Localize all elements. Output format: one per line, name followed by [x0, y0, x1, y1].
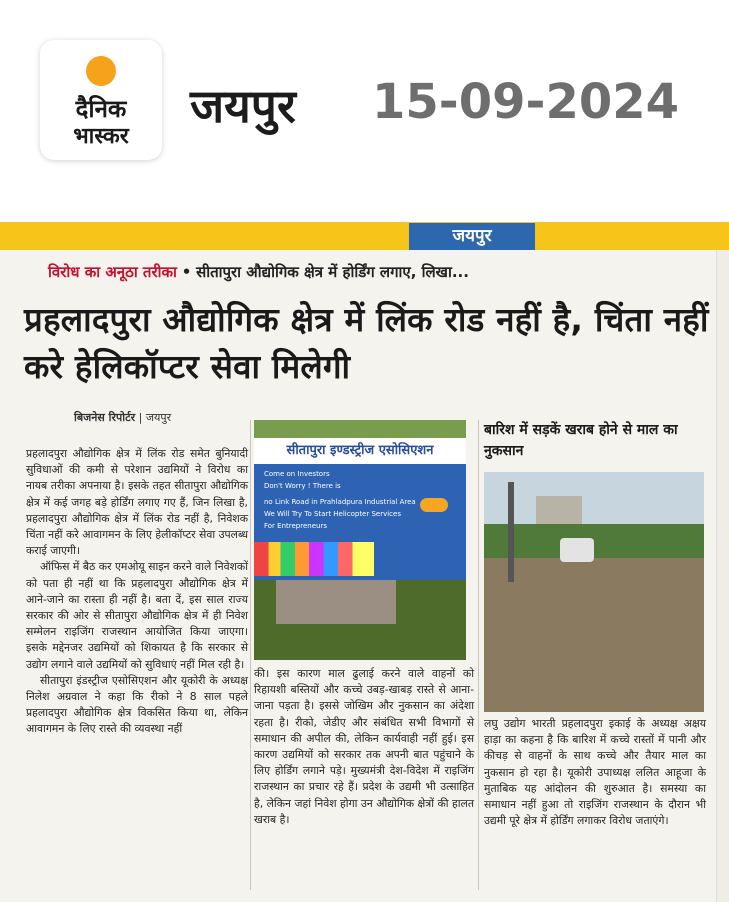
paragraph: की। इस कारण माल ढुलाई करने वाले वाहनों को रिहायशी बस्तियों और कच्चे उबड़-खाबड़ रास्ते से आना-जाना पड़ता है। इससे जोखिम और नुकसान का अंदेशा रहता है। रीको, जेडीए और संबंधित सभी विभागों से समाधान की अपील की, लेकिन कार्यवाही नहीं हुई। इस कारण उद्यमियों को सरकार तक अपनी बात पहुंचाने के लिए होर्डिंग लगाने पड़े। मुख्यमंत्री देश-विदेश में राइजिंग राजस्थान का प्रचार रहे हैं। प्रदेश के उद्यमी भी उत्साहित है, लेकिन जहां निवेश होगा उन औद्योगिक क्षेत्रों की हालत खराब है। — [254, 667, 474, 826]
hoarding-board — [254, 438, 466, 580]
kicker-text: सीतापुरा औद्योगिक क्षेत्र में होर्डिंग लगाए, लिखा... — [196, 263, 469, 281]
hoarding-text: Don't Worry ! There is — [264, 482, 341, 490]
hoarding-text: For Entrepreneurs — [264, 522, 327, 530]
pole — [508, 482, 514, 582]
helicopter-icon — [420, 498, 448, 512]
section-band — [0, 222, 729, 250]
paragraph: प्रहलादपुरा औद्योगिक क्षेत्र में लिंक रोड समेत बुनियादी सुविधाओं की कमी से परेशान उद्यमियों ने विरोध का नायब तरीका अपनाया है। इसके तहत सीतापुरा औद्योगिक क्षेत्र में कई जगह बड़े होर्डिंग लगाए गए हैं, जिन लिखा है, प्रहलादपुरा औद्योगिक क्षेत्र में लिंक रोड नहीं है, निवेशक चिंता नहीं करे आवागमन के लिए हेलीकॉप्टर सेवा उपलब्ध कराई जाएगी। — [26, 447, 248, 558]
paragraph: ऑफिस में बैठ कर एमओयू साइन करने वाले निवेशकों को पता ही नहीं था कि प्रहलादपुरा औद्योगिक क्षेत्र में आने-जाने का रास्ता ही नहीं है। बता दें, इस साल राज्य सरकार की ओर से सीतापुरा औद्योगिक क्षेत्र में ही निवेश सम्मेलन राइजिंग राजस्थान आयोजित किया जाएगा। इसके मद्देनजर उद्यमियों को शिकायत है कि सरकार से उद्योग लगाने वाले उद्यमियों को सुविधाएं नहीं मिल रही है। — [26, 560, 248, 671]
edition-city: जयपुर — [190, 79, 296, 133]
column-divider — [250, 420, 251, 890]
byline — [74, 410, 171, 425]
car — [560, 538, 594, 562]
headline: प्रहलादपुरा औद्योगिक क्षेत्र में लिंक रोड नहीं है, चिंता नहीं करे हेलिकॉप्टर सेवा मिलेगी — [24, 300, 709, 386]
hoarding-title: सीतापुरा इण्डस्ट्रीज एसोसिएशन — [254, 438, 466, 464]
byline-place: जयपुर — [145, 411, 172, 424]
muddy-water — [484, 558, 704, 712]
byline-author: बिजनेस रिपोर्टर — [74, 411, 136, 424]
kicker-line — [48, 262, 469, 282]
paragraph: सीतापुरा इंडस्ट्रीज एसोसिएशन और यूकोरी के अध्यक्ष निलेश अग्रवाल ने कहा कि रीको ने 8 साल पहले प्रहलादपुरा औद्योगिक क्षेत्र विकसित किया था, लेकिन आवागमन के लिए रास्ते की व्यवस्था नहीं — [26, 673, 248, 736]
kicker-separator: • — [181, 263, 192, 281]
sun-icon — [86, 56, 116, 86]
byline-separator: | — [138, 411, 143, 424]
edition-date: 15-09-2024 — [372, 74, 680, 130]
hoarding-text: Come on Investors — [264, 470, 330, 478]
hoarding-text: We Will Try To Start Helicopter Services — [264, 510, 401, 518]
column-divider — [478, 420, 479, 890]
article-column-1 — [26, 446, 248, 738]
photo-caption: बारिश में सड़कें खराब होने से माल का नुकसान — [484, 422, 678, 459]
logo-line2: भास्कर — [73, 124, 129, 149]
article-column-3 — [484, 716, 706, 829]
wall — [276, 580, 396, 624]
page-header — [0, 0, 729, 200]
section-tag: जयपुर — [409, 223, 535, 250]
hoarding-text: no Link Road in Prahladpura Industrial Area — [264, 498, 416, 506]
logo-line1: दैनिक — [75, 95, 127, 123]
adjacent-article-edge — [716, 250, 729, 902]
paragraph: लघु उद्योग भारती प्रहलादपुरा इकाई के अध्यक्ष अक्षय हाड़ा का कहना है कि बारिश में कच्चे रास्तों में पानी और कीचड़ से वाहनों के साथ कच्चे और तैयार माल का नुकसान हो रहा है। यूकोरी उपाध्यक्ष ललित आहूजा के मुताबिक यह आंदोलन की शुरुआत है। समस्या का समाधान नहीं हुआ तो राइजिंग राजस्थान के दौरान भी उद्यमी पूरे क्षेत्र में होर्डिंग लगाकर विरोध जताएंगे। — [484, 717, 706, 828]
hoarding-photo — [254, 420, 466, 660]
kicker-label: विरोध का अनूठा तरीका — [48, 263, 177, 281]
flooded-road-photo — [484, 472, 704, 712]
buildings-graphic — [254, 542, 374, 576]
dainik-bhaskar-logo — [40, 40, 162, 160]
article-column-2 — [254, 666, 474, 828]
